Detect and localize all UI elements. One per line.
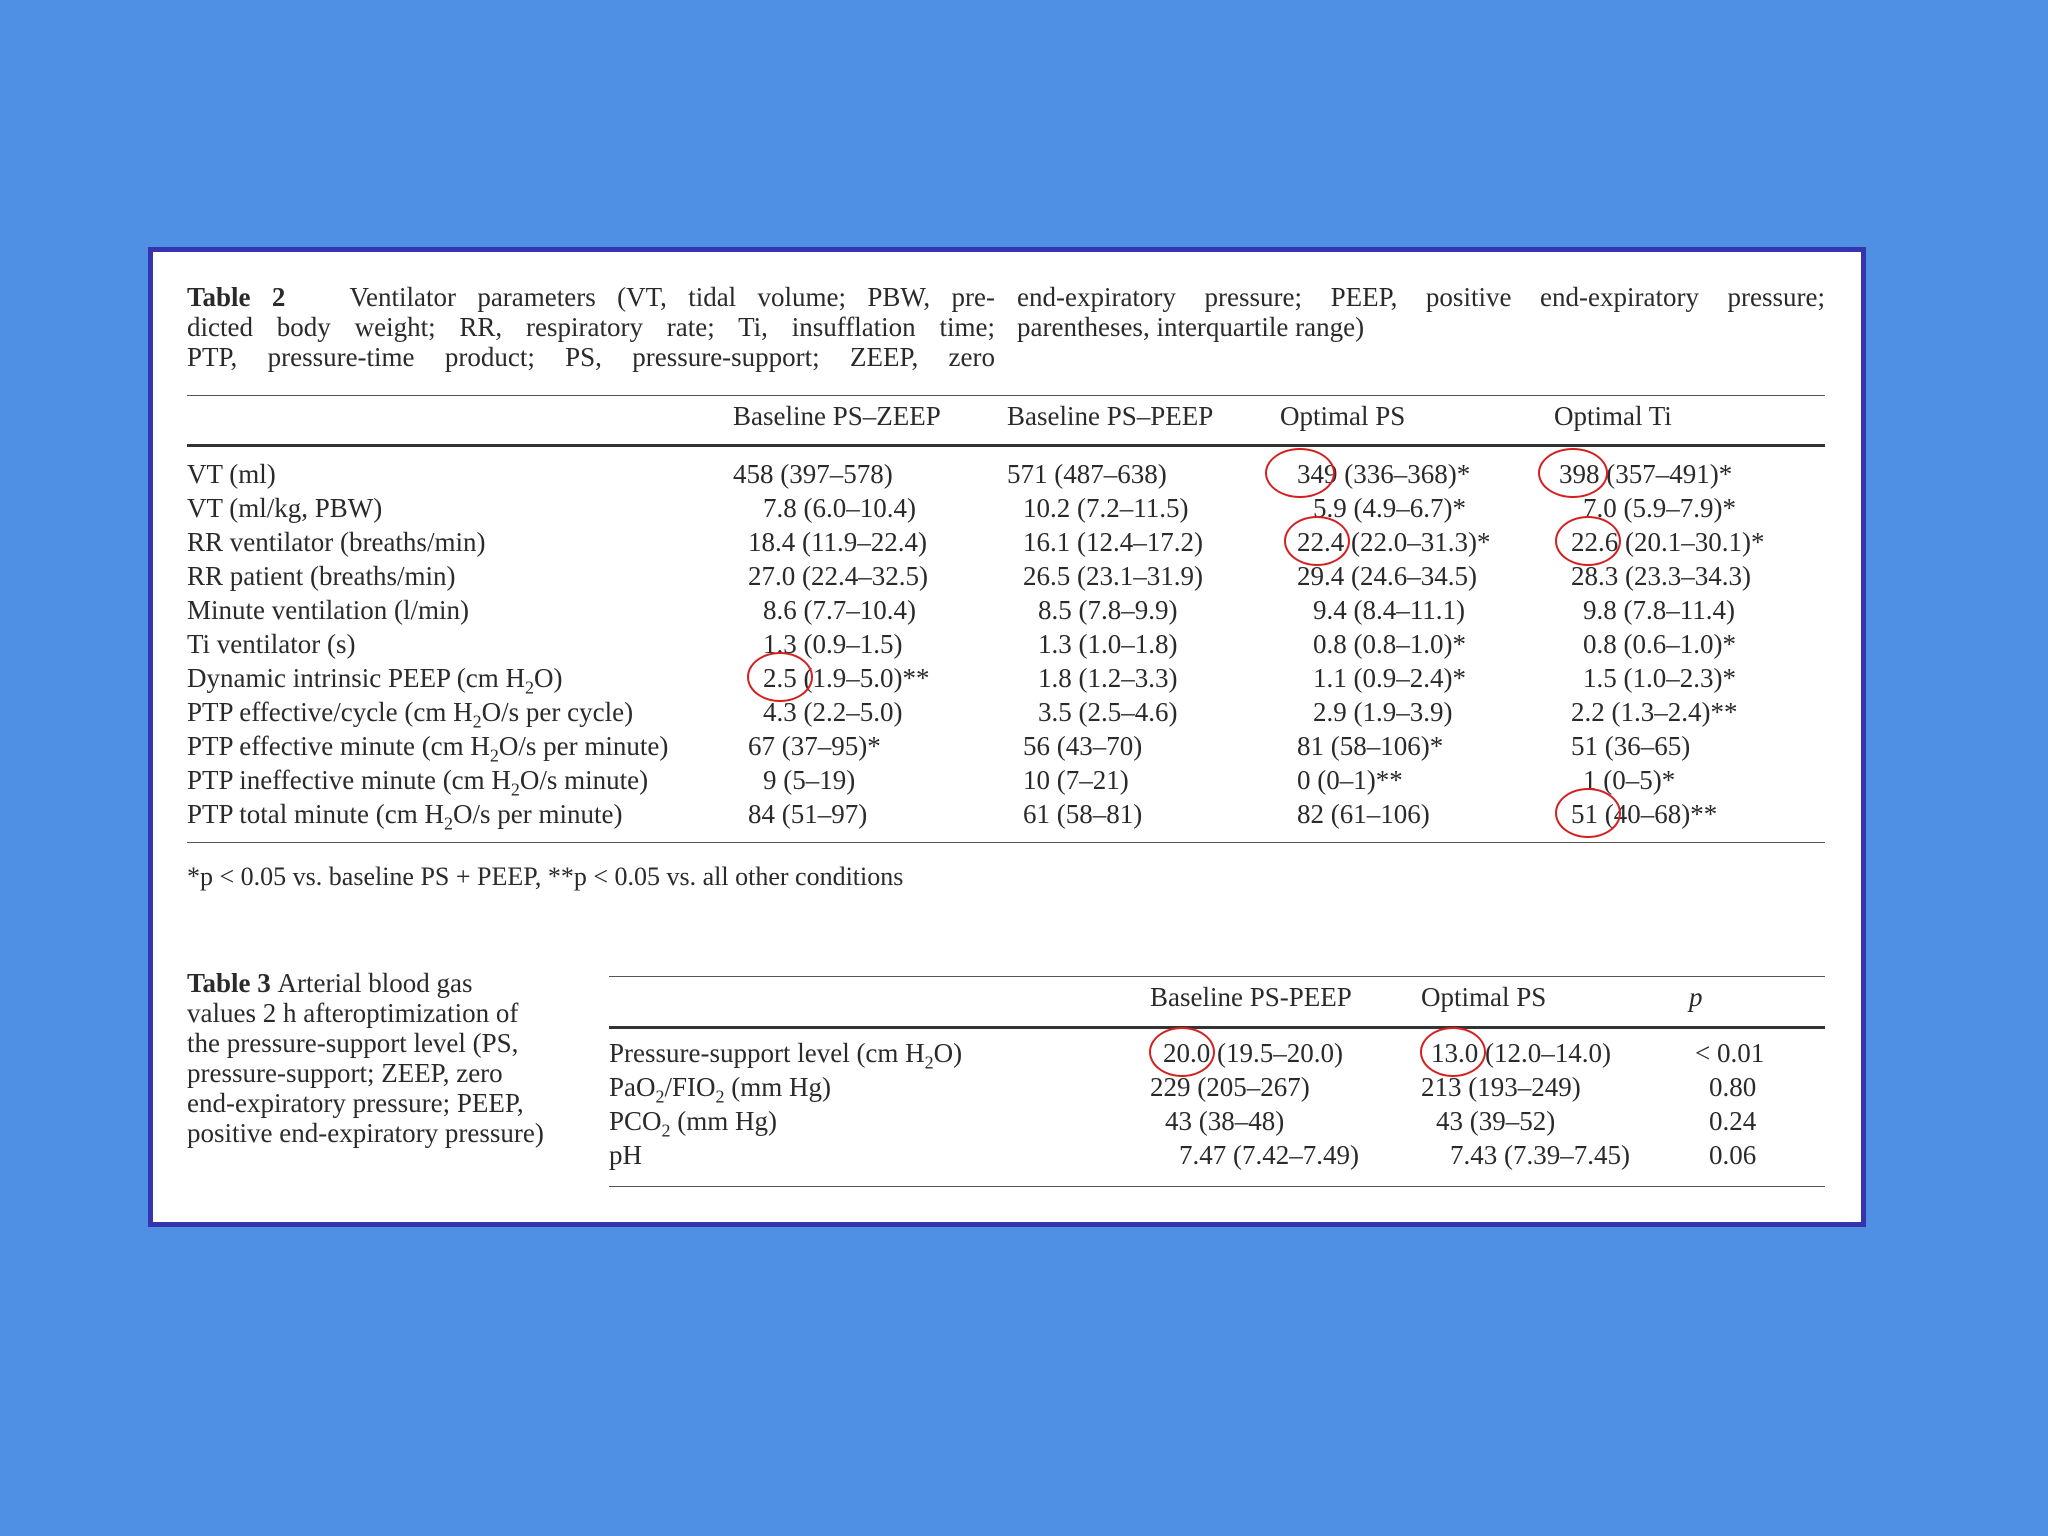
cell-value: 7.8 (6.0–10.4): [763, 493, 916, 523]
cell-value: 84 (51–97): [748, 799, 868, 829]
table2-col-header-3: Optimal PS: [1280, 401, 1406, 431]
table2-col-header-4: Optimal Ti: [1554, 401, 1672, 431]
row-label: RR patient (breaths/min): [187, 561, 456, 591]
cell-value: 28.3 (23.3–34.3): [1571, 561, 1751, 591]
cell-value: 29.4 (24.6–34.5): [1297, 561, 1477, 591]
table-row: [153, 1106, 1853, 1141]
cell-value: 213 (193–249): [1421, 1072, 1581, 1102]
row-label: Pressure-support level (cm $H_2O$): [609, 1038, 963, 1073]
cell-value: 43 (39–52): [1436, 1106, 1556, 1136]
cell-value: 0.80: [1709, 1072, 1757, 1102]
cell-value: 229 (205–267): [1150, 1072, 1310, 1102]
cell-value: 9.8 (7.8–11.4): [1583, 595, 1735, 625]
cell-value: 81 (58–106)*: [1297, 731, 1444, 761]
table3-bottom-rule: [609, 1186, 1825, 1187]
table2-bottom-rule: [187, 842, 1825, 843]
cell-value: 10.2 (7.2–11.5): [1023, 493, 1189, 523]
table3-caption-line-4: pressure-support; ZEEP, zero: [187, 1058, 503, 1088]
table3-caption-line-1: [187, 968, 473, 998]
cell-value: 56 (43–70): [1023, 731, 1143, 761]
cell-value: 67 (37–95)*: [748, 731, 881, 761]
table-row: [153, 595, 1853, 625]
table-row: [153, 493, 1853, 523]
cell-value: 7.0 (5.9–7.9)*: [1583, 493, 1736, 523]
cell-value: 8.6 (7.7–10.4): [763, 595, 916, 625]
table-row: [153, 765, 1853, 800]
row-label: RR ventilator (breaths/min): [187, 527, 486, 557]
cell-value: 1.3 (0.9–1.5): [763, 629, 903, 659]
table-row: [153, 1140, 1853, 1170]
row-label: pH: [609, 1140, 642, 1170]
table2-label: Table 2: [187, 282, 286, 312]
cell-value: 1.5 (1.0–2.3)*: [1583, 663, 1736, 693]
cell-value: 1.3 (1.0–1.8): [1038, 629, 1178, 659]
table2-caption-line-3: PTP, pressure-time product; PS, pressure-support; ZEEP, zero: [187, 342, 995, 372]
table3-caption-line-6: positive end-expiratory pressure): [187, 1118, 544, 1148]
table2-caption-text: Ventilator parameters (VT, tidal volume; PBW, pre-: [349, 282, 995, 312]
cell-value: 458 (397–578): [733, 459, 893, 489]
table-row: [153, 663, 1853, 698]
table-row: [153, 459, 1853, 489]
cell-value: 7.43 (7.39–7.45): [1450, 1140, 1630, 1170]
table3-header-rule: [609, 1026, 1825, 1029]
row-label: $PaO_2/FIO_2$ (mm Hg): [609, 1072, 831, 1107]
cell-value: 1 (0–5)*: [1583, 765, 1676, 795]
table-row: [153, 731, 1853, 766]
cell-value: 0.8 (0.8–1.0)*: [1313, 629, 1466, 659]
cell-value: 1.8 (1.2–3.3): [1038, 663, 1178, 693]
cell-value: 0.8 (0.6–1.0)*: [1583, 629, 1736, 659]
cell-value: 27.0 (22.4–32.5): [748, 561, 928, 591]
cell-value: 3.5 (2.5–4.6): [1038, 697, 1178, 727]
table-row: [153, 697, 1853, 732]
table-row: [153, 561, 1853, 591]
row-label: Minute ventilation (l/min): [187, 595, 469, 625]
table2-caption-line-2: dicted body weight; RR, respiratory rate; Ti, insufflation time;: [187, 312, 995, 342]
table3-col-header-1: Baseline PS-PEEP: [1150, 982, 1352, 1012]
table3-caption-line-2: values 2 h afteroptimization of: [187, 998, 519, 1028]
row-label: Dynamic intrinsic PEEP (cm $H_2O$): [187, 663, 563, 698]
cell-value: 22.6 (20.1–30.1)*: [1571, 527, 1765, 557]
cell-value: 26.5 (23.1–31.9): [1023, 561, 1203, 591]
table-row: [153, 629, 1853, 659]
cell-value: 18.4 (11.9–22.4): [748, 527, 927, 557]
cell-value: 0 (0–1)**: [1297, 765, 1403, 795]
cell-value: 0.24: [1709, 1106, 1757, 1136]
cell-value: 8.5 (7.8–9.9): [1038, 595, 1178, 625]
table2-header-rule: [187, 444, 1825, 447]
table3-label: Table 3: [187, 968, 271, 998]
table3-top-rule: [609, 976, 1825, 977]
cell-value: 4.3 (2.2–5.0): [763, 697, 903, 727]
cell-value: 22.4 (22.0–31.3)*: [1297, 527, 1491, 557]
table2-caption-line-5: parentheses, interquartile range): [1017, 312, 1365, 342]
row-label: VT (ml/kg, PBW): [187, 493, 383, 523]
cell-value: 0.06: [1709, 1140, 1757, 1170]
row-label: VT (ml): [187, 459, 276, 489]
row-label: Ti ventilator (s): [187, 629, 356, 659]
table-row: [153, 799, 1853, 834]
cell-value: 10 (7–21): [1023, 765, 1129, 795]
cell-value: 51 (36–65): [1571, 731, 1691, 761]
table2-footnote: *p < 0.05 vs. baseline PS + PEEP, **p < 0.05 vs. all other conditions: [187, 862, 904, 891]
cell-value: 61 (58–81): [1023, 799, 1143, 829]
cell-value: 20.0 (19.5–20.0): [1163, 1038, 1343, 1068]
table2-top-rule: [187, 395, 1825, 396]
cell-value: < 0.01: [1695, 1038, 1765, 1068]
cell-value: 43 (38–48): [1165, 1106, 1285, 1136]
cell-value: 82 (61–106): [1297, 799, 1430, 829]
cell-value: 2.9 (1.9–3.9): [1313, 697, 1453, 727]
cell-value: 398 (357–491)*: [1559, 459, 1733, 489]
table3-caption-line-3: the pressure-support level (PS,: [187, 1028, 519, 1058]
table-row: [153, 527, 1853, 557]
row-label: PTP total minute (cm $H_2O/s$ per minute): [187, 799, 623, 834]
table3-col-header-2: Optimal PS: [1421, 982, 1547, 1012]
row-label: PTP effective minute (cm $H_2O/s$ per minute): [187, 731, 669, 766]
table3-caption-text: Arterial blood gas: [277, 968, 473, 998]
cell-value: 1.1 (0.9–2.4)*: [1313, 663, 1466, 693]
table2-col-header-2: Baseline PS–PEEP: [1007, 401, 1214, 431]
cell-value: 9.4 (8.4–11.1): [1313, 595, 1465, 625]
row-label: PTP ineffective minute (cm $H_2O/s$ minute): [187, 765, 649, 800]
cell-value: 5.9 (4.9–6.7)*: [1313, 493, 1466, 523]
table2-col-header-1: Baseline PS–ZEEP: [733, 401, 941, 431]
cell-value: 571 (487–638): [1007, 459, 1167, 489]
document-panel: [148, 247, 1866, 1227]
cell-value: 2.2 (1.3–2.4)**: [1571, 697, 1738, 727]
cell-value: 2.5 (1.9–5.0)**: [763, 663, 930, 693]
cell-value: 13.0 (12.0–14.0): [1431, 1038, 1611, 1068]
cell-value: 16.1 (12.4–17.2): [1023, 527, 1203, 557]
cell-value: 349 (336–368)*: [1297, 459, 1471, 489]
table3-col-header-3: p: [1689, 982, 1703, 1012]
cell-value: 9 (5–19): [763, 765, 856, 795]
row-label: $PCO_2$ (mm Hg): [609, 1106, 778, 1141]
table2-caption-line-4: end-expiratory pressure; PEEP, positive end-expiratory pressure;: [1017, 282, 1825, 312]
cell-value: 7.47 (7.42–7.49): [1179, 1140, 1359, 1170]
table2-caption-line-1: [187, 282, 995, 312]
table3-caption-line-5: end-expiratory pressure; PEEP,: [187, 1088, 524, 1118]
cell-value: 51 (40–68)**: [1571, 799, 1718, 829]
row-label: PTP effective/cycle (cm $H_2O/s$ per cycle): [187, 697, 634, 732]
